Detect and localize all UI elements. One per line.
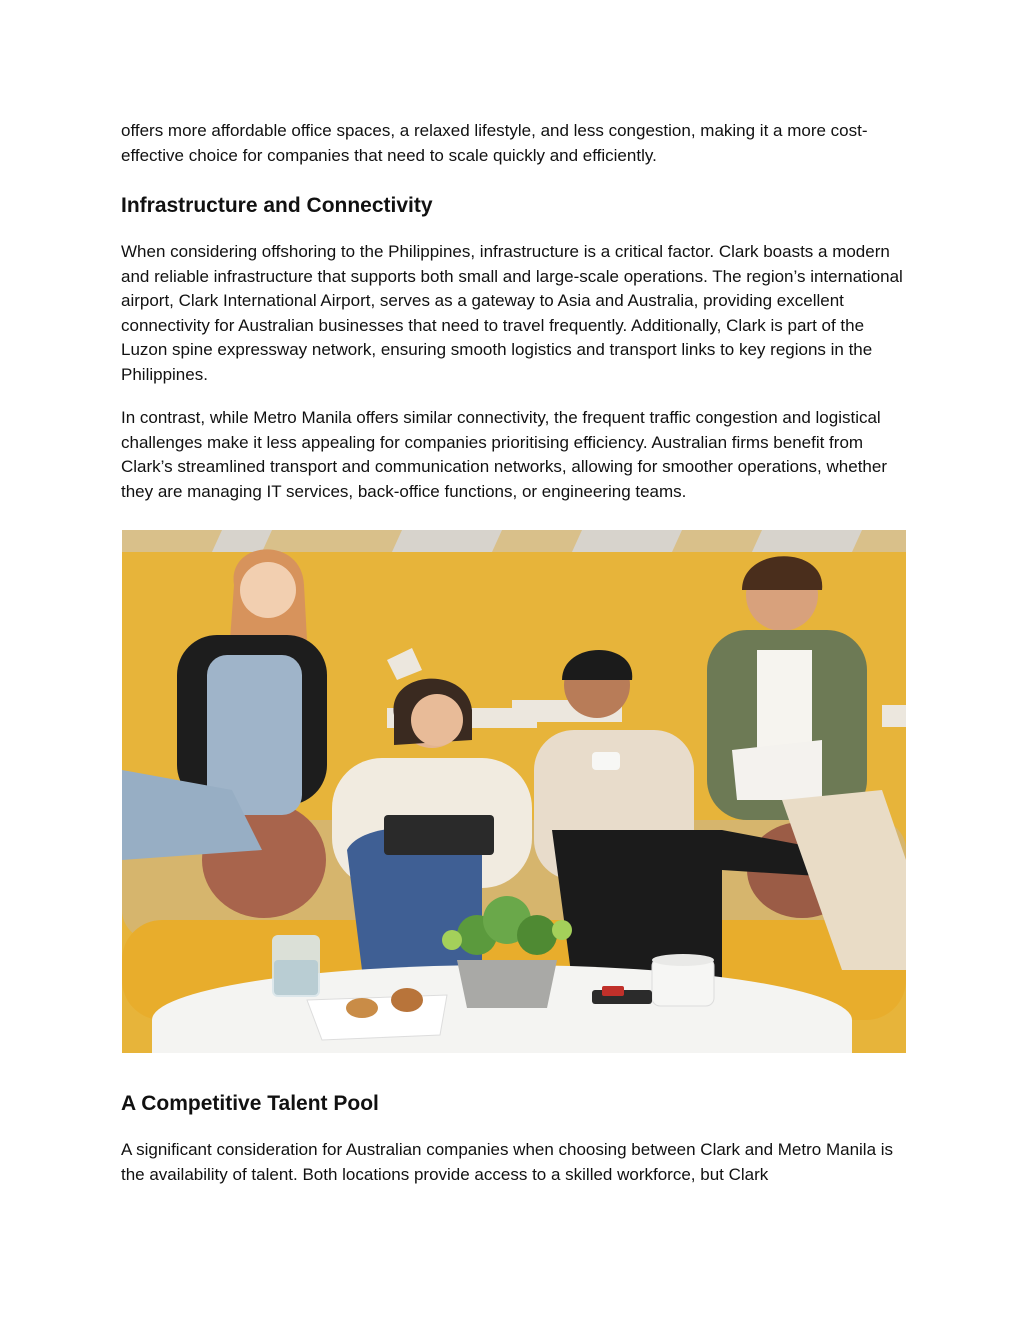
talent-pool-heading: A Competitive Talent Pool (121, 1092, 379, 1115)
talent-pool-paragraph: A significant consideration for Australian companies when choosing between Clark and Metro Manila is the availability of talent. Both locations provide access to a skilled workforce, but Clark (121, 1140, 894, 1184)
intro-paragraph: offers more affordable office spaces, a relaxed lifestyle, and less congestion, making it a more cost-effective choice for companies that need to scale quickly and efficiently. (121, 121, 868, 165)
infrastructure-heading: Infrastructure and Connectivity (121, 194, 433, 217)
team-photo (122, 530, 906, 1053)
infrastructure-paragraph-2: In contrast, while Metro Manila offers similar connectivity, the frequent traffic congestion and logistical challenges make it less appealing for companies prioritising efficiency. Australian firms benefit from Clark’s streamlined transport and communication networks, allowing for smoother operations, whether they are managing IT services, back-office functions, or engineering teams. (121, 408, 887, 501)
infrastructure-paragraph-1: When considering offshoring to the Philippines, infrastructure is a critical factor. Clark boasts a modern and reliable infrastructure that supports both small and large-scale operations. The region’s international airport, Clark International Airport, serves as a gateway to Asia and Australia, providing excellent connectivity for Australian businesses that need to travel frequently. Additionally, Clark is part of the Luzon spine expressway network, ensuring smooth logistics and transport links to key regions in the Philippines. (121, 242, 903, 384)
